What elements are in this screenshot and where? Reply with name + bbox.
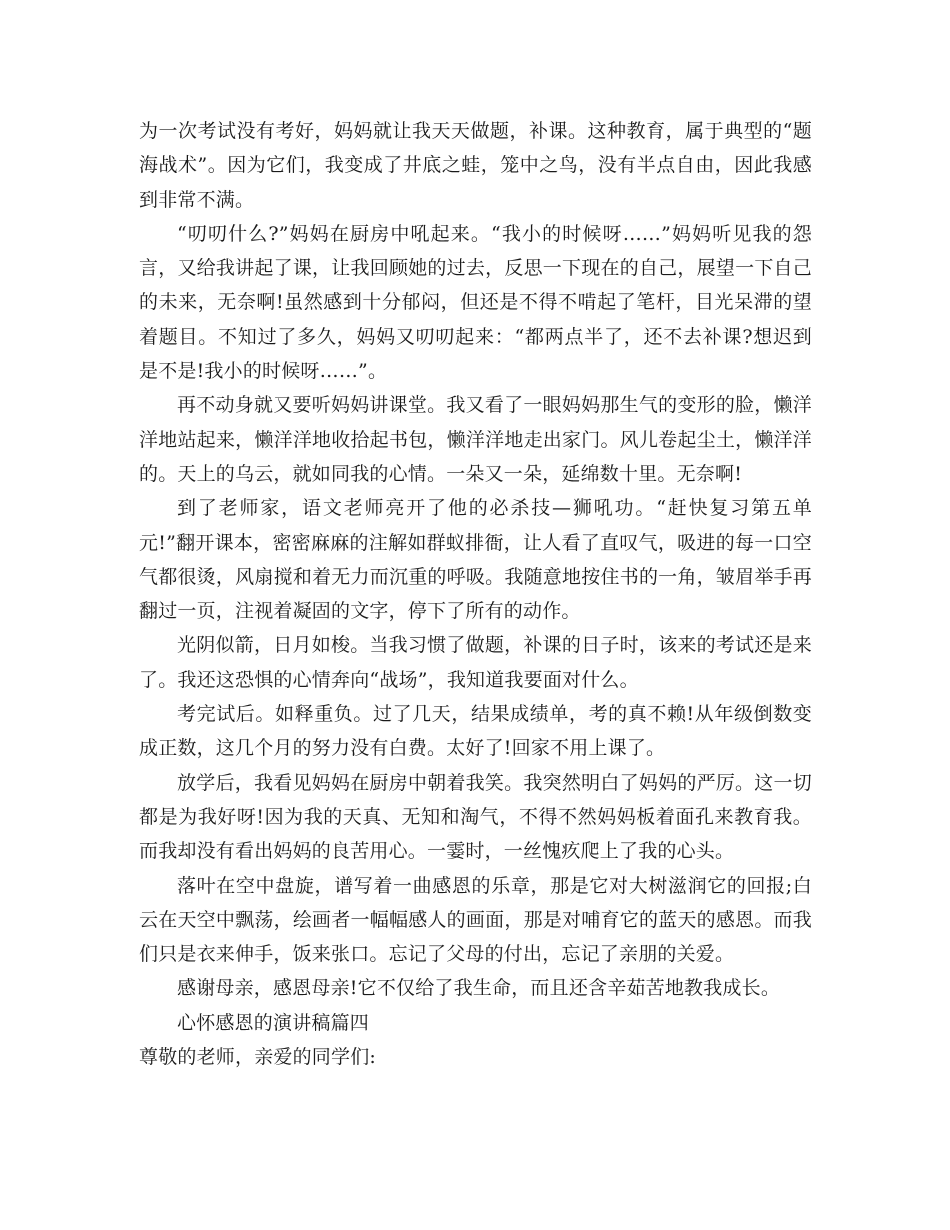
paragraph-8: 落叶在空中盘旋，谱写着一曲感恩的乐章，那是它对大树滋润它的回报;白云在天空中飘荡，绘画者一幅幅感人的画面，那是对哺育它的蓝天的感恩。而我们只是衣来伸手，饭来张口。忘记了父母的付出，忘记了亲朋的关爱。 bbox=[139, 874, 812, 966]
paragraph-2: “叨叨什么?”妈妈在厨房中吼起来。“我小的时候呀……”妈妈听见我的怨言，又给我讲起了课，让我回顾她的过去，反思一下现在的自己，展望一下自己的未来，无奈啊!虽然感到十分郁闷，但还是不得不啃起了笔杆，目光呆滞的望着题目。不知过了多久，妈妈又叨叨起来：“都两点半了，还不去补课?想迟到是不是!我小的时候呀……”。 bbox=[139, 222, 812, 383]
paragraph-1: 为一次考试没有考好，妈妈就让我天天做题，补课。这种教育，属于典型的“题海战术”。因为它们，我变成了井底之蛙，笼中之鸟，没有半点自由，因此我感到非常不满。 bbox=[139, 120, 812, 211]
document-body bbox=[139, 114, 812, 1074]
section-heading: 心怀感恩的演讲稿篇四 bbox=[177, 1011, 370, 1034]
paragraph-3: 再不动身就又要听妈妈讲课堂。我又看了一眼妈妈那生气的变形的脸，懒洋洋地站起来，懒洋洋地收拾起书包，懒洋洋地走出家门。风儿卷起尘土，懒洋洋的。天上的乌云，就如同我的心情。一朵又一朵，延绵数十里。无奈啊! bbox=[139, 394, 812, 485]
salutation: 尊敬的老师，亲爱的同学们: bbox=[139, 1046, 377, 1069]
paragraph-6: 考完试后。如释重负。过了几天，结果成绩单，考的真不赖!从年级倒数变成正数，这几个月的努力没有白费。太好了!回家不用上课了。 bbox=[139, 703, 812, 760]
paragraph-4: 到了老师家，语文老师亮开了他的必杀技—狮吼功。“赶快复习第五单元!”翻开课本，密密麻麻的注解如群蚁排衙，让人看了直叹气，吸进的每一口空气都很烫，风扇搅和着无力而沉重的呼吸。我随意地按住书的一角，皱眉举手再翻过一页，注视着凝固的文字，停下了所有的动作。 bbox=[139, 497, 812, 623]
paragraph-9: 感谢母亲，感恩母亲!它不仅给了我生命，而且还含辛茹苦地教我成长。 bbox=[177, 977, 781, 1000]
paragraph-7: 放学后，我看见妈妈在厨房中朝着我笑。我突然明白了妈妈的严厉。这一切都是为我好呀!因为我的天真、无知和淘气，不得不然妈妈板着面孔来教育我。而我却没有看出妈妈的良苦用心。一霎时，一丝愧疚爬上了我的心头。 bbox=[139, 771, 812, 863]
paragraph-5: 光阴似箭，日月如梭。当我习惯了做题，补课的日子时，该来的考试还是来了。我还这恐惧的心情奔向“战场”，我知道我要面对什么。 bbox=[139, 634, 812, 691]
